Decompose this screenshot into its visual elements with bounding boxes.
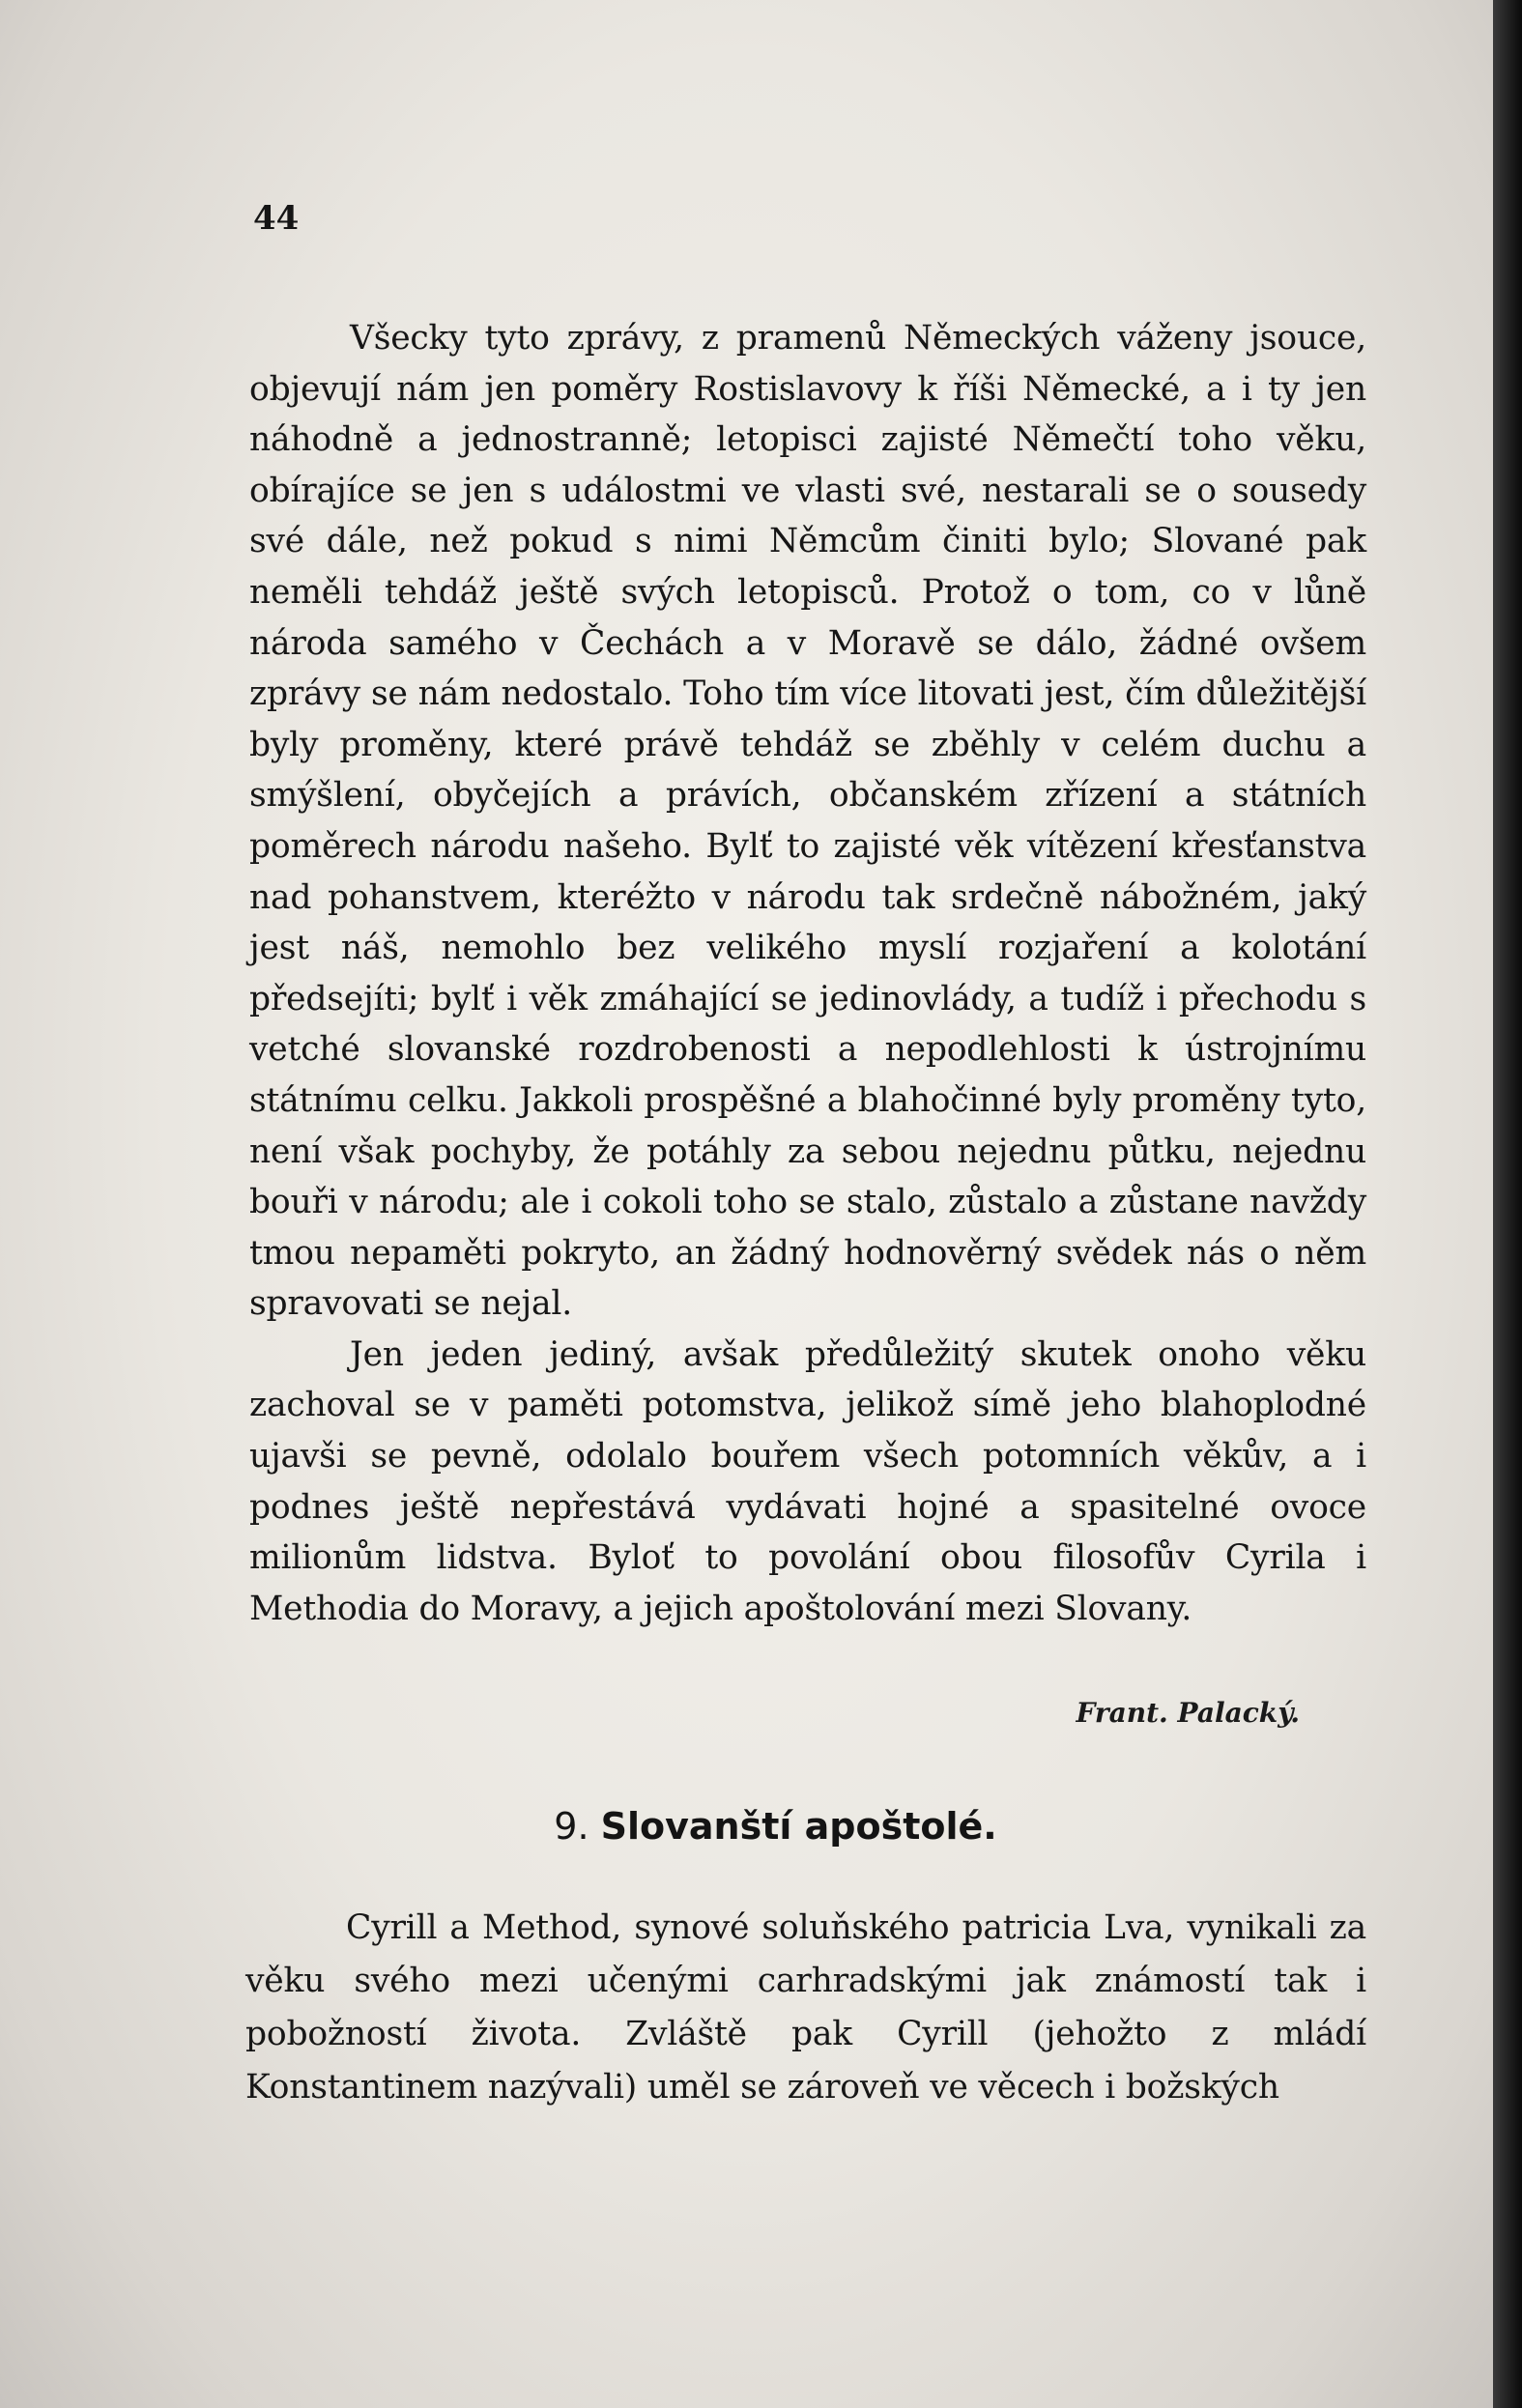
section-number: 9. <box>554 1805 589 1848</box>
paragraph-2: Jen jeden jediný, avšak předůležitý skutek onoho věku zachoval se v paměti potomstva, jelikož símě jeho blahoplodné ujavši se pevně, odolalo bouřem všech potomních věkův, a i podnes ještě nepřestává vydávati hojné a spasitelné ovoce milionům lidstva. Byloť to povolání obou filosofův Cyrila i Methodia do Moravy, a jejich apoštolování mezi Slovany. <box>249 1334 1366 1628</box>
section-title: Slovanští apoštolé. <box>600 1805 997 1848</box>
scan-edge <box>1493 0 1522 2408</box>
paragraph-1: Všecky tyto zprávy, z pramenů Německých váženy jsouce, objevují nám jen poměry Rostislavovy k říši Německé, a i ty jen náhodně a jednostranně; letopisci zajisté Němečtí toho věku, obírajíce se jen s událostmi ve vlasti své, nestarali se o sousedy své dále, než pokud s nimi Němcům činiti bylo; Slované pak neměli tehdáž ještě svých letopisců. Protož o tom, co v lůně národa samého v Čechách a v Moravě se dálo, žádné ovšem zprávy se nám nedostalo. Toho tím více litovati jest, čím důležitější byly proměny, které právě tehdáž se zběhly v celém duchu a smýšlení, obyčejích a právích, občanském zřízení a státních poměrech národu našeho. Bylť to zajisté věk vítězení křesťanstva nad pohanstvem, kteréžto v národu tak srdečně nábožném, jaký jest náš, nemohlo bez velikého myslí rozjaření a kolotání předsejíti; bylť i věk zmáhající se jedinovlády, a tudíž i přechodu s vetché slovanské rozdrobenosti a nepodlehlosti k ústrojnímu státnímu celku. Jakkoli prospěšné a blahočinné byly proměny tyto, není však pochyby, že potáhly za sebou nejednu půtku, nejednu bouři v národu; ale i cokoli toho se stalo, zůstalo a zůstane navždy tmou nepaměti pokryto, an žádný hodnověrný svědek nás o něm spravovati se nejal. <box>249 319 1366 1324</box>
section-text <box>245 1902 1366 2114</box>
author-signature: Frant. Palacký. <box>1076 1697 1300 1729</box>
section-heading <box>0 1805 1522 1848</box>
section-paragraph-1: Cyrill a Method, synové soluňského patricia Lva, vynikali za věku svého mezi učenými carhradskými jak známostí tak i pobožností života. Zvláště pak Cyrill (jehožto z mládí Konstantinem nazývali) uměl se zároveň ve věcech i božských <box>245 1908 1366 2107</box>
main-text <box>249 313 1366 1634</box>
page-number: 44 <box>253 199 300 238</box>
